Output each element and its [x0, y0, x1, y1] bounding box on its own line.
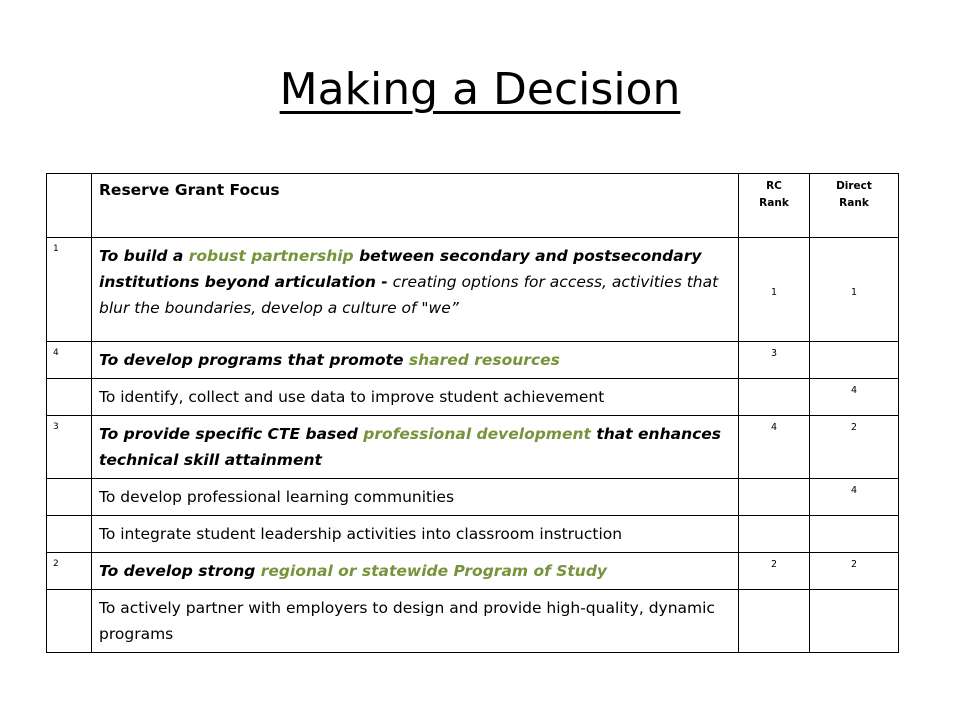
focus-segment: To identify, collect and use data to improve student achievement: [99, 388, 605, 406]
highlighted-phrase: professional development: [363, 425, 591, 443]
direct-rank-value: 2: [810, 553, 899, 590]
row-index: 3: [47, 416, 92, 479]
rc-rank-value: [739, 479, 810, 516]
direct-rank-value: 2: [810, 416, 899, 479]
focus-segment: To build a: [99, 247, 189, 265]
direct-rank-value: 4: [810, 379, 899, 416]
header-index-cell: [47, 174, 92, 238]
header-rc-rank: [739, 174, 810, 238]
focus-text: [92, 238, 739, 342]
focus-text: [92, 553, 739, 590]
header-focus: Reserve Grant Focus: [92, 174, 739, 238]
rc-rank-value: 2: [739, 553, 810, 590]
decision-table: [46, 173, 899, 653]
highlighted-phrase: regional or statewide Program of Study: [260, 562, 608, 580]
row-index: 1: [47, 238, 92, 342]
focus-text: [92, 516, 739, 553]
table-row: [47, 342, 899, 379]
focus-segment: To actively partner with employers to design and provide high-quality, dynamic programs: [99, 599, 715, 643]
row-index: [47, 479, 92, 516]
rc-rank-value: [739, 379, 810, 416]
table-row: [47, 238, 899, 342]
focus-segment: To develop programs that promote: [99, 351, 409, 369]
focus-segment: To develop professional learning communities: [99, 488, 455, 506]
highlighted-phrase: robust partnership: [188, 247, 354, 265]
focus-segment: that enhances technical skill attainment: [99, 425, 722, 469]
table-row: [47, 379, 899, 416]
focus-text: [92, 479, 739, 516]
header-rc-rank-label: RC Rank: [759, 180, 789, 209]
table-row: [47, 416, 899, 479]
focus-segment: To integrate student leadership activities into classroom instruction: [99, 525, 623, 543]
direct-rank-value: [810, 516, 899, 553]
rc-rank-value: [739, 516, 810, 553]
rc-rank-value: 1: [739, 238, 810, 342]
direct-rank-value: [810, 590, 899, 653]
header-direct-rank: [810, 174, 899, 238]
table-row: [47, 479, 899, 516]
table-row: [47, 553, 899, 590]
focus-text: [92, 379, 739, 416]
row-index: [47, 590, 92, 653]
focus-text: [92, 416, 739, 479]
row-index: [47, 516, 92, 553]
row-index: 2: [47, 553, 92, 590]
rc-rank-value: 4: [739, 416, 810, 479]
rc-rank-value: [739, 590, 810, 653]
row-index: [47, 379, 92, 416]
focus-segment: creating options for access, activities that blur the boundaries, develop a culture of "we”: [99, 273, 719, 317]
direct-rank-value: 1: [810, 238, 899, 342]
rc-rank-value: 3: [739, 342, 810, 379]
table-header-row: [47, 174, 899, 238]
slide-title: Making a Decision: [279, 64, 681, 115]
direct-rank-value: [810, 342, 899, 379]
table-row: [47, 590, 899, 653]
focus-segment: To develop strong: [99, 562, 261, 580]
table-row: [47, 516, 899, 553]
direct-rank-value: 4: [810, 479, 899, 516]
row-index: 4: [47, 342, 92, 379]
focus-text: [92, 342, 739, 379]
focus-text: [92, 590, 739, 653]
focus-segment: To provide specific CTE based: [99, 425, 364, 443]
focus-segment: between secondary and postsecondary institutions beyond articulation -: [99, 247, 702, 291]
header-direct-rank-label: Direct Rank: [836, 180, 872, 209]
highlighted-phrase: shared resources: [408, 351, 560, 369]
